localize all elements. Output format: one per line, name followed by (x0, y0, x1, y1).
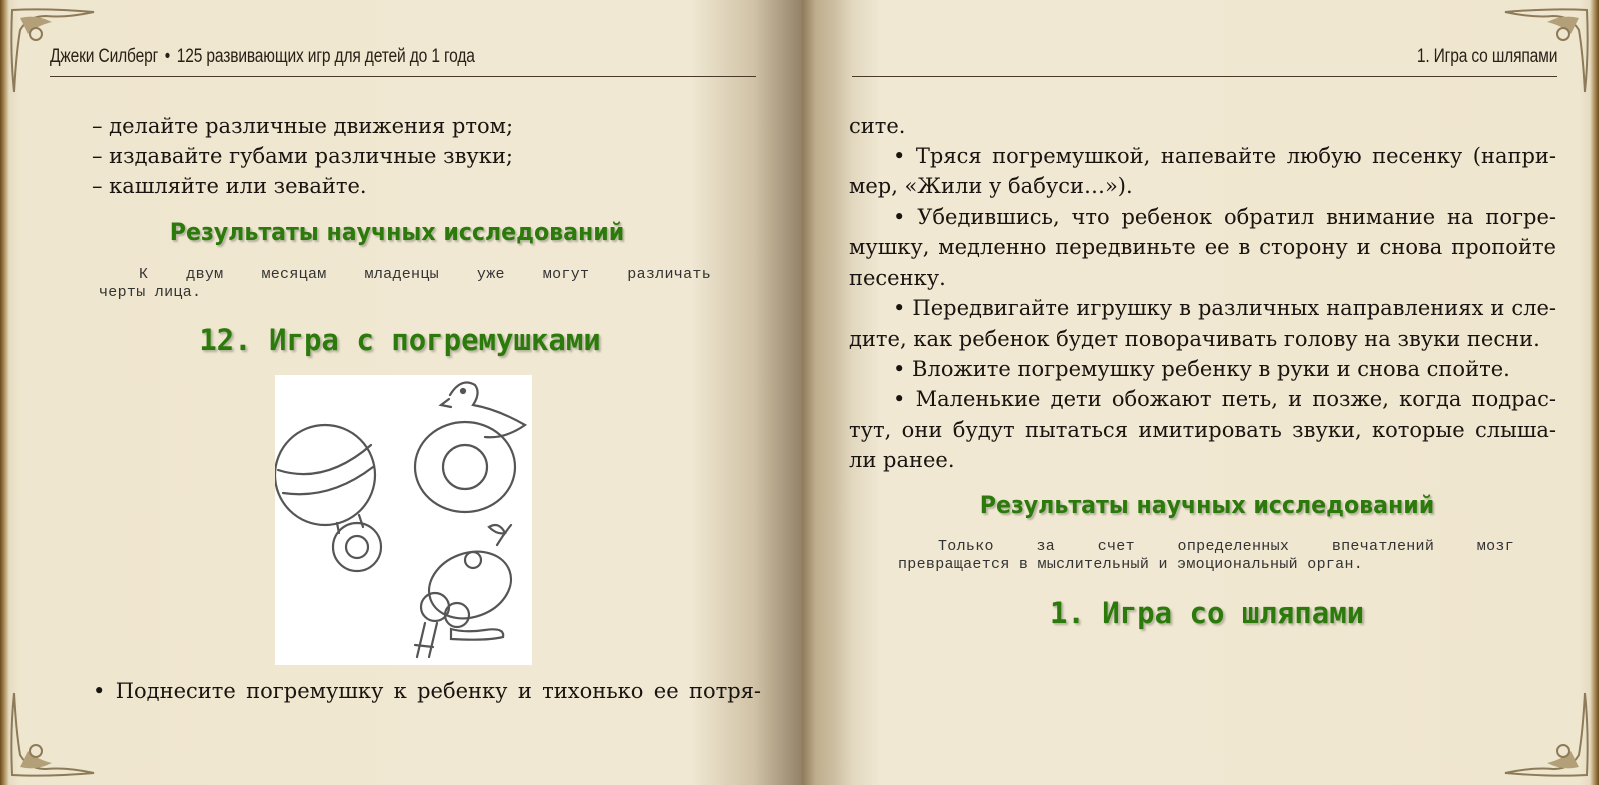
text-line: мушку, медленно передвиньте ее в сторону и снова пропойте (849, 235, 1556, 259)
text-line: • Поднесите погремушку к ребенку и тихонько ее потря- (93, 679, 761, 703)
section-heading: 12. Игра с погремушками (199, 323, 601, 357)
text-line: – издавайте губами различные звуки; (92, 144, 513, 168)
ornament-corner-icon (6, 686, 101, 781)
text-line: • Вложите погремушку ребенку в руки и снова спойте. (893, 357, 1510, 381)
running-header-right: 1. Игра со шляпами (1416, 46, 1557, 67)
header-author: Джеки Силберг (50, 46, 159, 67)
section-heading: 1. Игра со шляпами (1049, 596, 1365, 630)
header-separator: • (164, 46, 171, 67)
text-line: дите, как ребенок будет поворачивать голову на звуки песни. (849, 327, 1540, 351)
right-page[interactable] (802, 0, 1599, 785)
research-heading: Результаты научных исследований (169, 218, 625, 246)
research-note-line: черты лица. (99, 284, 202, 301)
text-line: • Убедившись, что ребенок обратил внимание на погре- (893, 205, 1556, 229)
text-line: сите. (849, 114, 906, 138)
header-rule (50, 76, 756, 77)
text-line: ли ранее. (849, 448, 955, 472)
running-header-left (50, 46, 475, 76)
research-note-line: превращается в мыслительный и эмоциональный орган. (898, 556, 1364, 573)
research-note-line: К двум месяцам младенцы уже могут различать (139, 266, 711, 283)
text-line: песенку. (849, 266, 946, 290)
text-line: мер, «Жили у бабуси…»). (849, 174, 1133, 198)
header-book-title: 125 развивающих игр для детей до 1 года (176, 46, 475, 67)
header-rule (852, 76, 1557, 77)
text-line: тут, они будут пытаться имитировать звуки, которые слыша- (849, 418, 1556, 442)
research-heading: Результаты научных исследований (979, 491, 1435, 519)
research-note-line: Только за счет определенных впечатлений мозг (938, 538, 1514, 555)
rattles-illustration-icon (275, 375, 532, 665)
text-line: • Маленькие дети обожают петь, и позже, когда подрас- (893, 387, 1556, 411)
text-line: – делайте различные движения ртом; (92, 114, 514, 138)
text-line: • Передвигайте игрушку в различных направлениях и сле- (893, 296, 1556, 320)
text-line: • Тряся погремушкой, напевайте любую песенку (напри- (893, 144, 1556, 168)
ornament-corner-icon (1498, 686, 1593, 781)
text-line: – кашляйте или зевайте. (92, 174, 367, 198)
